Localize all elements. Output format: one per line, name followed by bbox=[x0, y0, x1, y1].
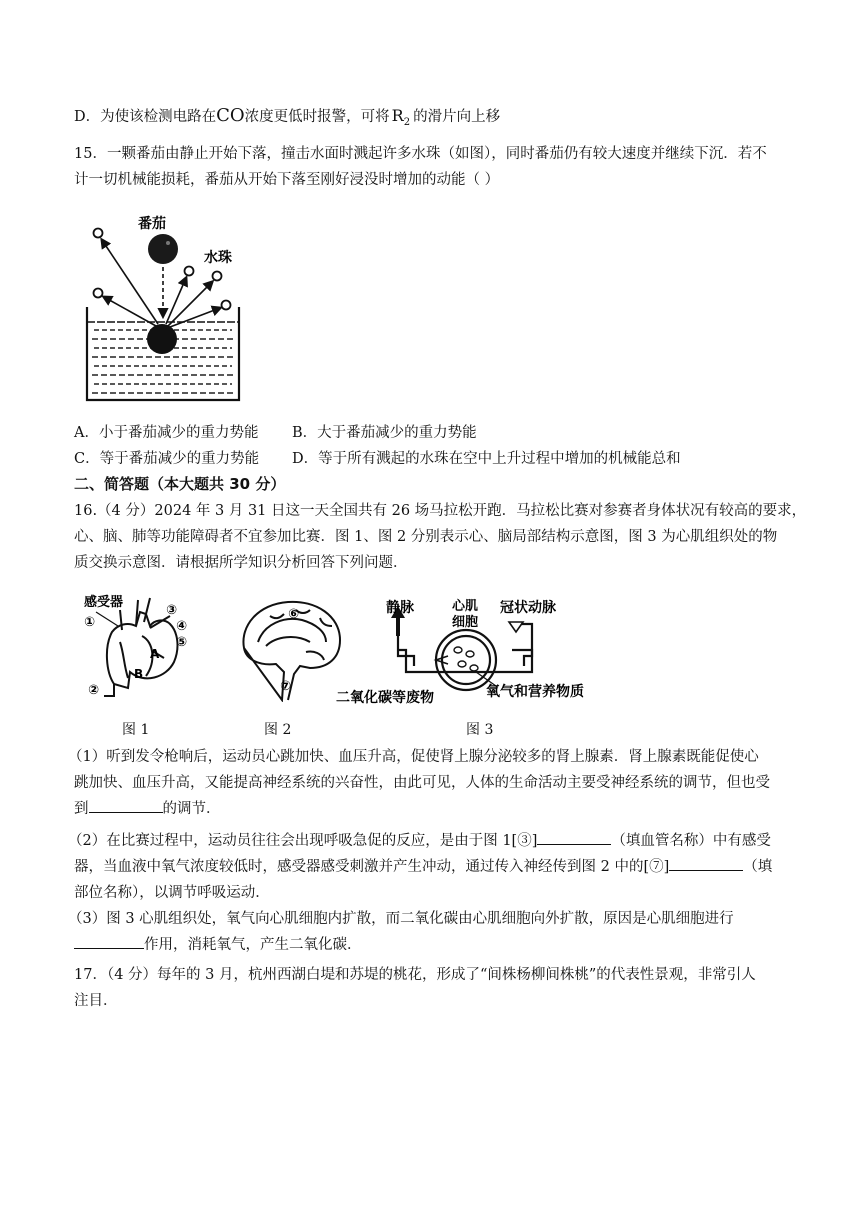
q16-part1-text-a: 到 bbox=[74, 801, 89, 817]
label-3: ③ bbox=[166, 603, 178, 618]
falling-tomato bbox=[148, 234, 178, 264]
q16-stem-line-1: 16.（4 分）2024 年 3 月 31 日这一天全国共有 26 场马拉松开跑．马拉松比赛对参赛者身体状况有较高的要求， bbox=[74, 503, 807, 519]
label-b: B bbox=[134, 667, 144, 681]
answer-blank-2[interactable] bbox=[537, 830, 611, 845]
tomato-splash-figure bbox=[82, 212, 252, 406]
co-symbol: CO bbox=[216, 105, 245, 126]
label-2: ② bbox=[88, 683, 100, 698]
q16-part2-line-1 bbox=[68, 830, 788, 852]
cell-label-line-1: 心肌 bbox=[452, 599, 479, 614]
q16-part1-text-b: 的调节． bbox=[162, 801, 221, 817]
tomato-label: 番茄 bbox=[138, 216, 166, 232]
q16-part2-text-d: （填 bbox=[743, 859, 773, 875]
q16-part2-line-3: 部位名称），以调节呼吸运动． bbox=[74, 885, 270, 901]
cell-label-line-2: 细胞 bbox=[452, 615, 479, 630]
answer-blank-3[interactable] bbox=[669, 856, 743, 871]
submerged-tomato bbox=[147, 324, 177, 354]
r-symbol: R bbox=[391, 106, 404, 125]
q14-option-d-text-a: D．为使该检测电路在 bbox=[74, 109, 217, 125]
q16-part1-line-1: （1）听到发令枪响后，运动员心跳加快、血压升高，促使肾上腺分泌较多的肾上腺素．肾上腺素既能促使心 bbox=[68, 749, 759, 765]
q17-stem-line-1: 17．（4 分）每年的 3 月，杭州西湖白堤和苏堤的桃花，形成了“间株杨柳间株桃”的代表性景观，非常引人 bbox=[74, 967, 756, 983]
q14-option-d-text-b: 浓度更低时报警，可将 bbox=[244, 109, 390, 125]
q16-part3-line-1: （3）图 3 心肌组织处，氧气向心肌细胞内扩散，而二氧化碳由心肌细胞向外扩散，原因是心肌细胞进行 bbox=[68, 911, 734, 927]
section-title: 二、简答题（本大题共 30 分） bbox=[74, 475, 286, 493]
figure-3-caption: 图 3 bbox=[466, 722, 494, 738]
q15-option-b: B．大于番茄减少的重力势能 bbox=[292, 425, 477, 441]
q15-options-row-2 bbox=[74, 448, 794, 470]
cardiac-cells bbox=[454, 647, 478, 671]
figure-2-caption: 图 2 bbox=[264, 722, 292, 738]
heart-diagram bbox=[84, 592, 204, 702]
q15-options-row-1 bbox=[74, 422, 794, 444]
figure-1-caption: 图 1 bbox=[122, 722, 150, 738]
vein-label: 静脉 bbox=[386, 600, 414, 616]
q16-part1-line-2: 跳加快、血压升高，又能提高神经系统的兴奋性，由此可见，人体的生命活动主要受神经系统的调节，但也受 bbox=[74, 775, 770, 791]
answer-blank-1[interactable] bbox=[89, 798, 163, 813]
q15-stem-line-2: 计一切机械能损耗，番茄从开始下落至刚好浸没时增加的动能（ ） bbox=[74, 172, 500, 188]
q16-part3-line-2 bbox=[74, 934, 794, 956]
label-1: ① bbox=[84, 615, 96, 630]
q16-part2-line-2 bbox=[74, 856, 794, 878]
q16-stem-line-2: 心、脑、肺等功能障碍者不宜参加比赛．图 1、图 2 分别表示心、脑局部结构示意图，图 3 为心肌组织处的物 bbox=[74, 529, 778, 545]
q15-option-d: D．等于所有溅起的水珠在空中上升过程中增加的机械能总和 bbox=[292, 451, 681, 467]
answer-blank-4[interactable] bbox=[74, 934, 144, 949]
droplet-label: 水珠 bbox=[204, 250, 232, 266]
q16-stem-line-3: 质交换示意图．请根据所学知识分析回答下列问题． bbox=[74, 555, 408, 571]
label-7: ⑦ bbox=[280, 679, 292, 694]
brain-diagram bbox=[236, 596, 346, 702]
exchange-diagram bbox=[336, 596, 604, 708]
q16-part2-text-a: （2）在比赛过程中，运动员往往会出现呼吸急促的反应，是由于图 1[③] bbox=[68, 833, 538, 849]
q16-part2-text-b: （填血管名称）中有感受 bbox=[611, 833, 771, 849]
label-6: ⑥ bbox=[288, 607, 300, 622]
q16-part2-text-c: 器，当血液中氧气浓度较低时，感受器感受刺激并产生冲动，通过传入神经传到图 2 中的[⑦] bbox=[74, 859, 670, 875]
label-5: ⑤ bbox=[176, 635, 188, 650]
q14-option-d-text-c: 的滑片向上移 bbox=[413, 109, 501, 125]
label-a: A bbox=[150, 647, 160, 661]
q15-option-c: C．等于番茄减少的重力势能 bbox=[74, 451, 260, 467]
q15-stem-line-1: 15．一颗番茄由静止开始下落，撞击水面时溅起许多水珠（如图），同时番茄仍有较大速度并继续下沉．若不 bbox=[74, 146, 767, 162]
q15-option-a: A．小于番茄减少的重力势能 bbox=[74, 425, 259, 441]
q14-option-d bbox=[74, 105, 794, 134]
waste-label: 二氧化碳等废物 bbox=[336, 690, 434, 706]
label-4: ④ bbox=[176, 619, 188, 634]
sensor-label: 感受器 bbox=[84, 595, 124, 610]
r-subscript: 2 bbox=[403, 116, 411, 128]
q17-stem-line-2: 注目． bbox=[74, 993, 118, 1009]
q16-part1-line-3 bbox=[74, 798, 794, 820]
q16-part3-text-b: 作用，消耗氧气，产生二氧化碳． bbox=[144, 937, 362, 953]
oxygen-label: 氧气和营养物质 bbox=[486, 684, 584, 700]
artery-label: 冠状动脉 bbox=[500, 600, 556, 616]
